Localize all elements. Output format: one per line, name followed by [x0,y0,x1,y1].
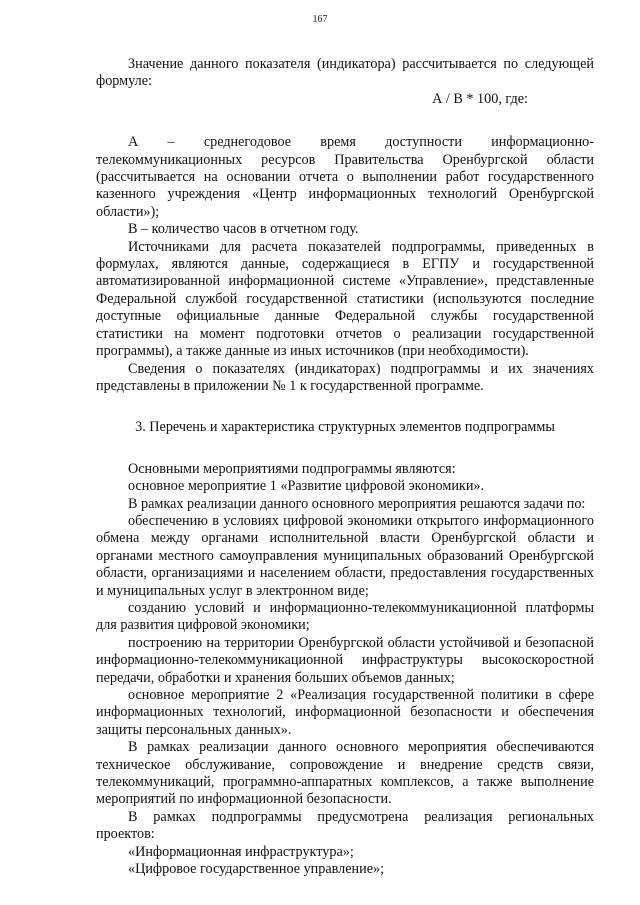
section-heading: 3. Перечень и характеристика структурных элементов подпрограммы [135,419,555,436]
paragraph-regional-projects: В рамках подпрограммы предусмотрена реализация региональных проектов: [96,808,594,843]
spacer [96,395,594,419]
page-number: 167 [312,14,328,25]
paragraph-variable-a: А – среднегодовое время доступности информационно-телекоммуникационных ресурсов Правительства Оренбургской области (рассчитывается на основании отчета о выполнении работ государственного казенного учреждения «Центр информационных технологий Оренбургской области»); [96,134,594,220]
paragraph-task-3: построению на территории Оренбургской области устойчивой и безопасной информационно-телекоммуникационной инфраструктуры высокоскоростной передачи, обработки и хранения больших объемов данных; [96,634,594,686]
paragraph-project-2: «Цифровое государственное управление»; [128,861,385,878]
formula: А / В * 100, где: [432,90,528,107]
paragraph-task-2: созданию условий и информационно-телекоммуникационной платформы для развития цифровой экономики; [96,599,594,634]
paragraph-activity-2-details: В рамках реализации данного основного мероприятия обеспечиваются техническое обслуживание, сопровождение и внедрение средств связи, телекоммуникаций, программно-аппаратных комплексов, а также выполнение мероприятий по информационной безопасности. [96,739,594,808]
paragraph-project-1: «Информационная инфраструктура»; [128,843,354,860]
paragraph-task-1: обеспечению в условиях цифровой экономики открытого информационного обмена между органами исполнительной власти Оренбургской области и органами местного самоуправления муниципальных образований Оренбургской области, организациями и населением области, предоставления государственных и муниципальных услуг в электронном виде; [96,512,594,599]
paragraph-main-activities: Основными мероприятиями подпрограммы являются: [128,460,456,477]
document-body [96,56,594,878]
paragraph-data-sources: Источниками для расчета показателей подпрограммы, приведенных в формулах, являются данные, содержащиеся в ЕГПУ и государственной автоматизированной информационной системе «Управление», представленные Федеральной службой государственной статистики (используются последние доступные официальные данные Федеральной службы государственной статистики на момент подготовки отчетов о реализации государственной программы), а также данные из иных источников (при необходимости). [96,238,594,360]
spacer [96,437,594,461]
paragraph-tasks-intro: В рамках реализации данного основного мероприятия решаются задачи по: [128,495,586,512]
paragraph-activity-1: основное мероприятие 1 «Развитие цифровой экономики». [128,478,485,495]
paragraph-formula-intro: Значение данного показателя (индикатора) рассчитывается по следующей формуле: [96,56,594,90]
paragraph-variable-b: В – количество часов в отчетном году. [128,221,359,238]
spacer [96,108,594,134]
paragraph-activity-2: основное мероприятие 2 «Реализация государственной политики в сфере информационных технологий, информационной безопасности и обеспечения защиты персональных данных». [96,687,594,738]
paragraph-indicators-appendix: Сведения о показателях (индикаторах) подпрограммы и их значениях представлены в приложении № 1 к государственной программе. [96,360,594,394]
